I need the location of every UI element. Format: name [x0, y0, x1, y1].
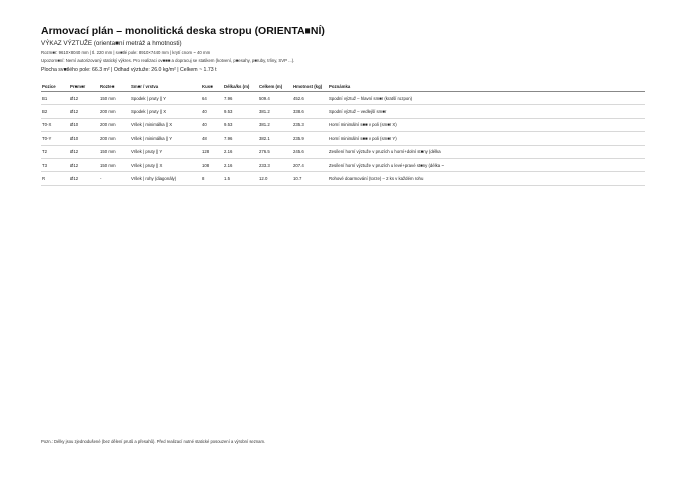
- column-header: Sm■r / vrstva: [130, 81, 201, 92]
- table-cell: -: [99, 172, 130, 185]
- table-cell: Spodek | pruty || X: [130, 105, 201, 118]
- table-cell: 235.9: [292, 132, 328, 145]
- summary-line: Plocha sv■tlého pole: 66.3 m² | Odhad výztuže: 26.0 kg/m² | Celkem ~ 1.73 t: [41, 67, 217, 73]
- table-cell: 8: [201, 172, 223, 185]
- table-cell: 128: [201, 145, 223, 158]
- table-cell: 12.0: [258, 172, 292, 185]
- column-header: Pozice: [41, 81, 69, 92]
- column-header: Hmotnost (kg): [292, 81, 328, 92]
- table-cell: Spodek | pruty || Y: [130, 92, 201, 105]
- table-cell: Spodní výztuž – hlavní sm■r (kratší rozpon): [328, 92, 645, 105]
- slab-dimensions-note: Rozm■r: 9610×8040 mm | tl. 220 mm | sv■tlé pole: 8910×7440 mm | krytí cnom ~ 40 mm: [41, 50, 211, 55]
- table-cell: Zesílení horní výztuže v pruzích u levé+pravé st■ny (délka ~: [328, 158, 645, 171]
- table-cell: 276.5: [258, 145, 292, 158]
- table-cell: 9.53: [223, 105, 258, 118]
- table-body: [41, 92, 645, 186]
- table-cell: 150 mm: [99, 145, 130, 158]
- table-cell: 150 mm: [99, 158, 130, 171]
- table-cell: Ø12: [69, 172, 99, 185]
- table-cell: 48: [201, 132, 223, 145]
- table-cell: T0-Y: [41, 132, 69, 145]
- table-cell: 64: [201, 92, 223, 105]
- table-cell: 509.4: [258, 92, 292, 105]
- table-cell: 7.96: [223, 132, 258, 145]
- table-cell: R: [41, 172, 69, 185]
- table-cell: Zesílení horní výztuže v pruzích u horní+dolní st■ny (délka: [328, 145, 645, 158]
- table-cell: Vršek | rohy (diagonály): [130, 172, 201, 185]
- footer-note: Pozn.: Délky jsou zjednodušené (bez dělení prutů a přesahů). Před realizací nutné statické posouzení a výrobní seznam.: [41, 439, 266, 444]
- table-cell: Ø12: [69, 92, 99, 105]
- table-cell: 40: [201, 105, 223, 118]
- table-cell: 108: [201, 158, 223, 171]
- table-cell: Rohové doarmování (torze) – 2 ks v každém rohu: [328, 172, 645, 185]
- table-cell: T3: [41, 158, 69, 171]
- column-header: Celkem (m): [258, 81, 292, 92]
- table-row: [41, 172, 645, 185]
- document-title: Armovací plán – monolitická deska stropu (ORIENTA■NÍ): [41, 25, 325, 37]
- table-cell: 9.53: [223, 118, 258, 131]
- table-cell: 2.16: [223, 145, 258, 158]
- table-row: [41, 118, 645, 131]
- table-cell: 235.3: [292, 118, 328, 131]
- table-cell: 382.1: [258, 132, 292, 145]
- table-cell: Ø12: [69, 158, 99, 171]
- table-cell: 10.7: [292, 172, 328, 185]
- column-header: Rozte■: [99, 81, 130, 92]
- table-cell: 381.2: [258, 105, 292, 118]
- table-cell: 150 mm: [99, 92, 130, 105]
- table-cell: 200 mm: [99, 118, 130, 131]
- table-row: [41, 158, 645, 171]
- warning-note: Upozorn■ní: Nemí autorizovaný statický výkres. Pro realizaci ov■■■ a dopracuj se statikem (kotvení, p■esahy, p■ruby, trliny, SVP ...).: [41, 58, 295, 63]
- table-cell: Ø12: [69, 145, 99, 158]
- table-cell: 207.4: [292, 158, 328, 171]
- column-header: Kus■: [201, 81, 223, 92]
- table-cell: Horní minimální s■■ v poli (sm■r Y): [328, 132, 645, 145]
- document-subtitle: VÝKAZ VÝZTUŽE (orienta■ní metráž a hmotnosti): [41, 40, 182, 47]
- column-header: Délka/ks (m): [223, 81, 258, 92]
- table-cell: B1: [41, 92, 69, 105]
- table-cell: 338.6: [292, 105, 328, 118]
- table-cell: 1.5: [223, 172, 258, 185]
- table-cell: Ø12: [69, 105, 99, 118]
- table-cell: Vršek | minimálka || Y: [130, 132, 201, 145]
- table-cell: T2: [41, 145, 69, 158]
- table-cell: Vršek | minimálka || X: [130, 118, 201, 131]
- table-cell: 233.3: [258, 158, 292, 171]
- table-cell: 2.16: [223, 158, 258, 171]
- table-row: [41, 145, 645, 158]
- table-cell: Ø10: [69, 132, 99, 145]
- table-cell: Spodní výztuž – vedlejší sm■r: [328, 105, 645, 118]
- table-cell: 40: [201, 118, 223, 131]
- table-row: [41, 132, 645, 145]
- table-cell: 200 mm: [99, 132, 130, 145]
- table-header-row: [41, 81, 645, 92]
- column-header: Pr■m■r: [69, 81, 99, 92]
- table-cell: 7.96: [223, 92, 258, 105]
- table-cell: 452.6: [292, 92, 328, 105]
- table-cell: Ø10: [69, 118, 99, 131]
- table-cell: 245.6: [292, 145, 328, 158]
- table-cell: T0-X: [41, 118, 69, 131]
- table-cell: B2: [41, 105, 69, 118]
- table-cell: 381.2: [258, 118, 292, 131]
- table-cell: Horní minimální s■■ v poli (sm■r X): [328, 118, 645, 131]
- table-cell: Vršek | pruty || X: [130, 158, 201, 171]
- rebar-schedule-table: [41, 81, 645, 186]
- table-cell: 200 mm: [99, 105, 130, 118]
- table-row: [41, 92, 645, 105]
- table-cell: Vršek | pruty || Y: [130, 145, 201, 158]
- column-header: Poznámka: [328, 81, 645, 92]
- table-row: [41, 105, 645, 118]
